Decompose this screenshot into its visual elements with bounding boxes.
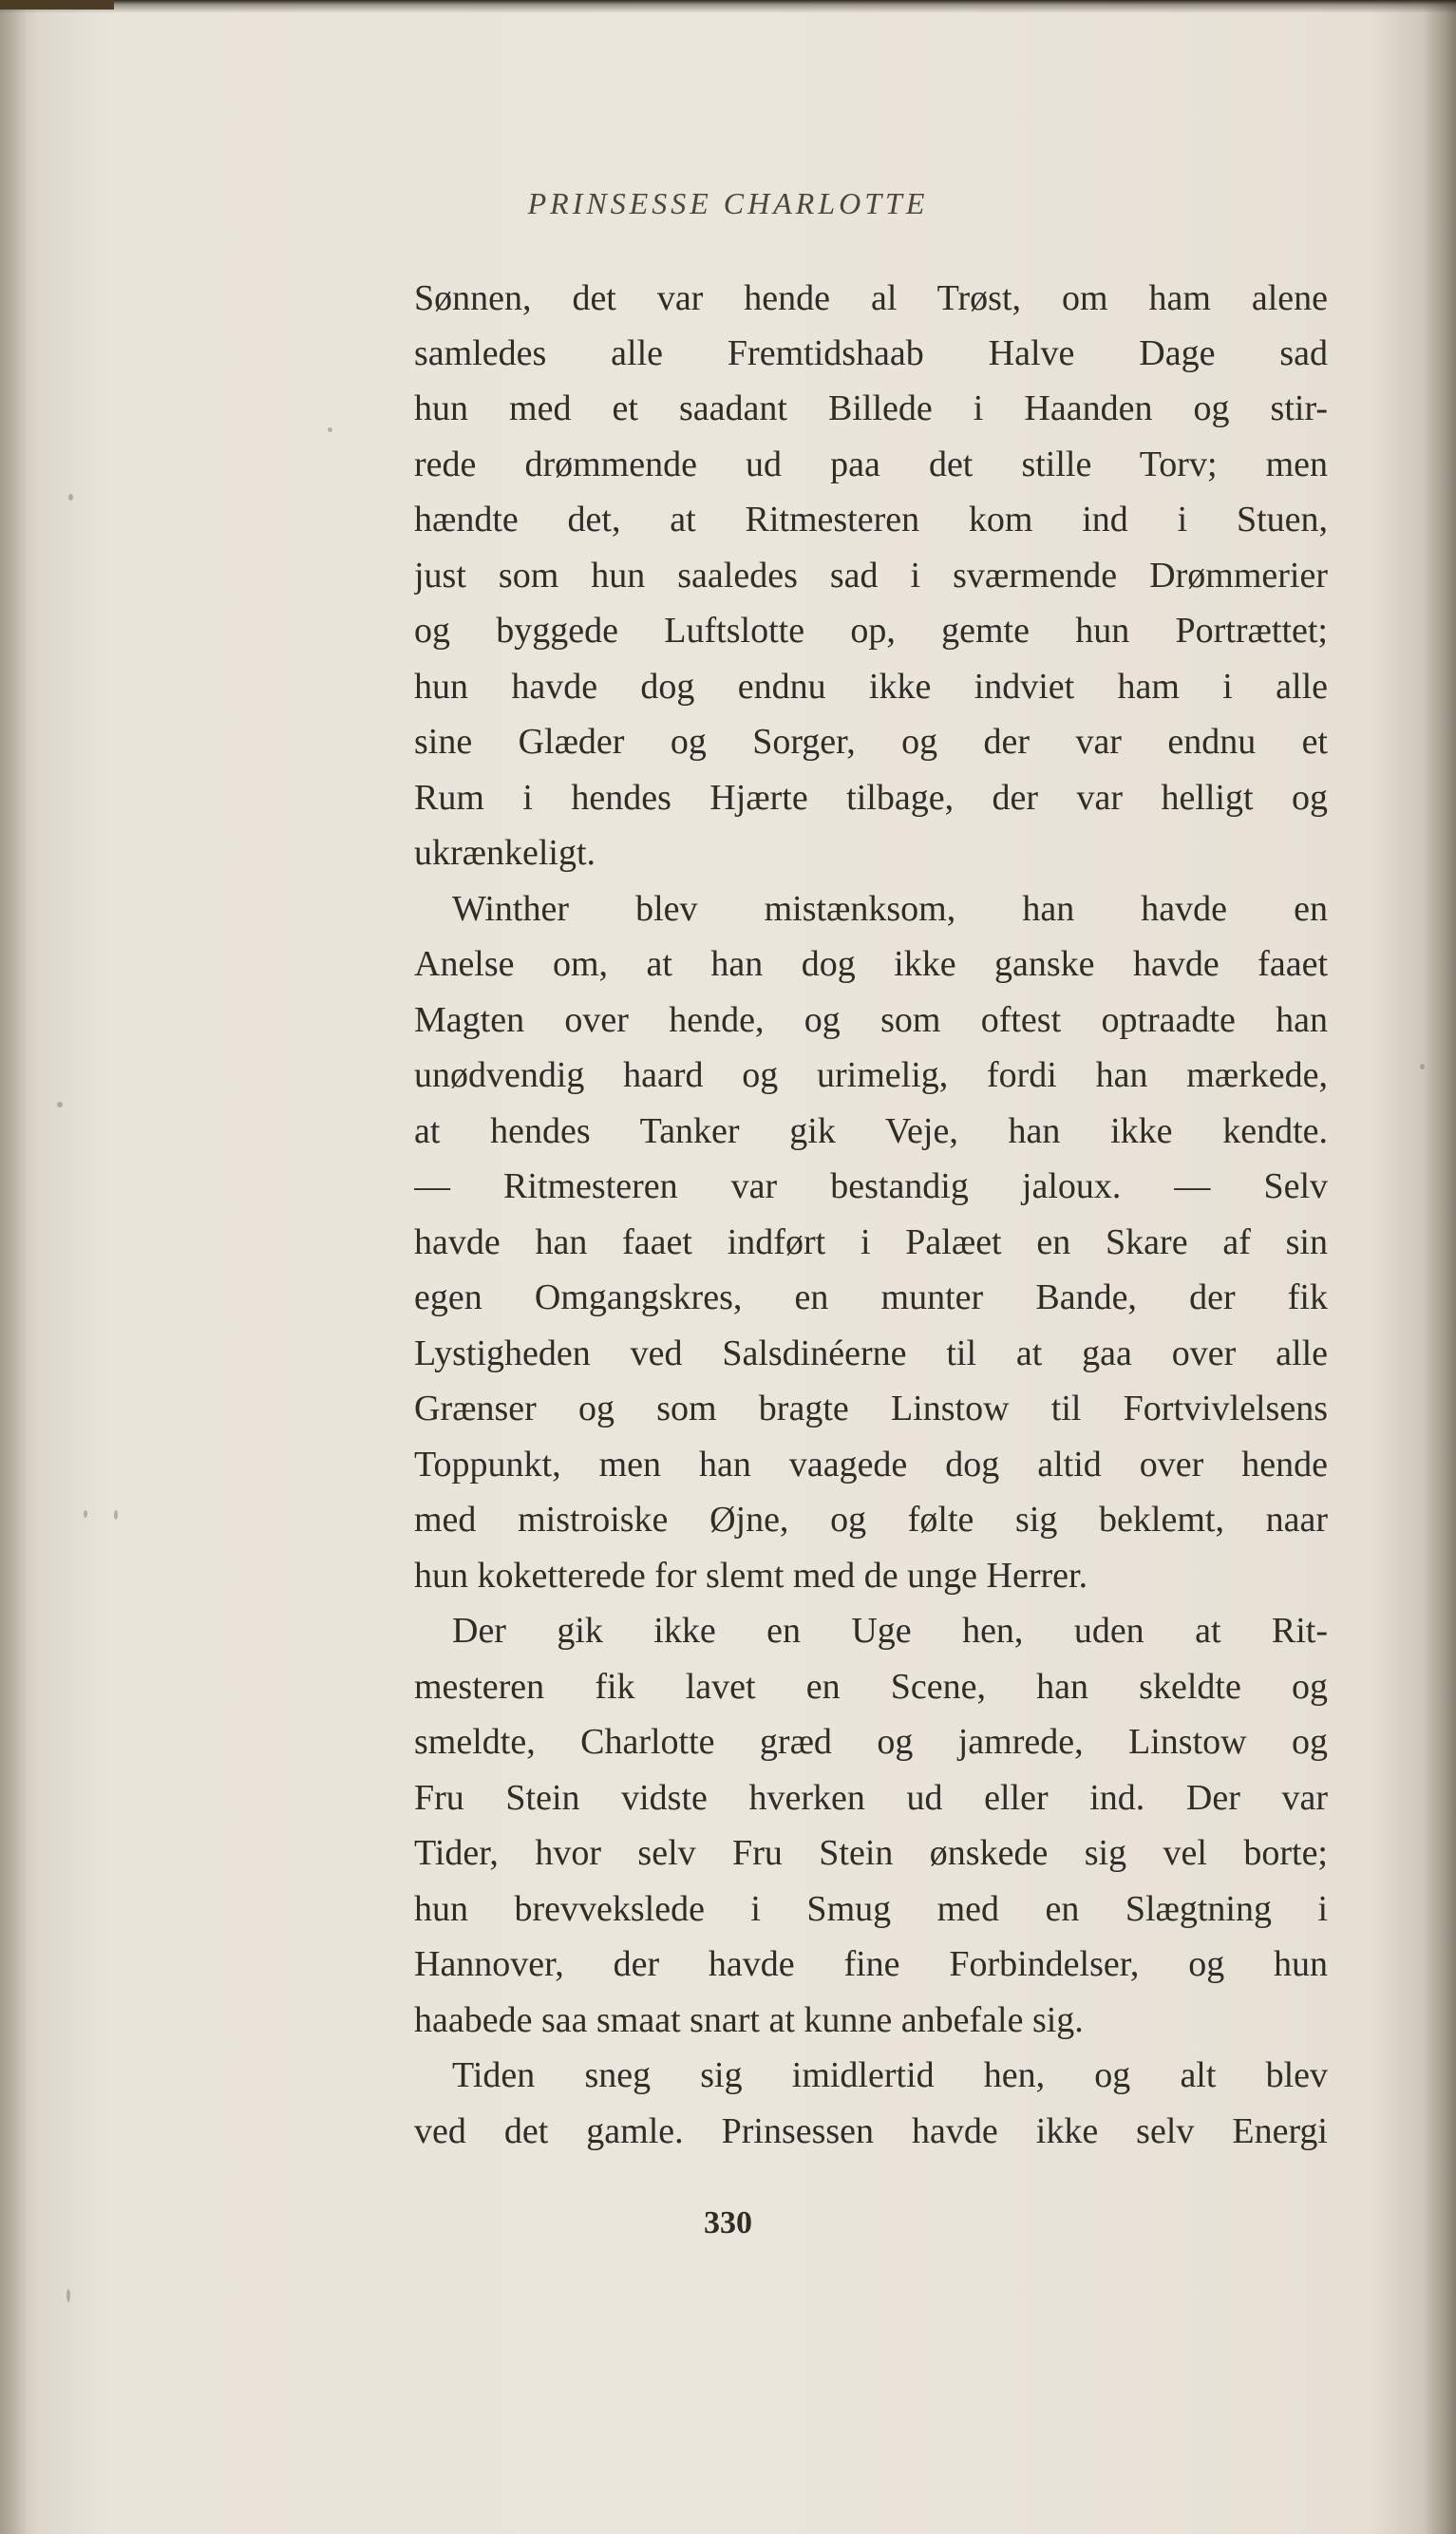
paragraph-first-line: Tiden sneg sig imidlertid hen, og alt blev <box>452 2055 1328 2095</box>
running-head: PRINSESSE CHARLOTTE <box>527 186 929 220</box>
text-line: haabede saa smaat snart at kunne anbefale sig. <box>414 2000 1084 2040</box>
text-line: og byggede Luftslotte op, gemte hun Portrættet; <box>414 611 1328 651</box>
text-line: med mistroiske Øjne, og følte sig beklemt, naar <box>414 1500 1328 1540</box>
text-line: hændte det, at Ritmesteren kom ind i Stuen, <box>414 500 1328 539</box>
text-line: Grænser og som bragte Linstow til Fortvivlelsens <box>414 1389 1328 1428</box>
page-gutter-shadow <box>0 0 27 2534</box>
paper-speck <box>84 1510 87 1518</box>
text-line: samledes alle Fremtidshaab Halve Dage sad <box>414 333 1328 373</box>
text-line: Toppunkt, men han vaagede dog altid over hende <box>414 1445 1328 1484</box>
text-line: Rum i hendes Hjærte tilbage, der var helligt og <box>414 778 1328 818</box>
text-line: ved det gamle. Prinsessen havde ikke selv Energi <box>414 2111 1328 2151</box>
text-line: ukrænkeligt. <box>414 833 596 873</box>
page-number: 330 <box>704 2205 752 2241</box>
text-line: Lystigheden ved Salsdinéerne til at gaa over alle <box>414 1333 1328 1373</box>
text-line: Hannover, der havde fine Forbindelser, og hun <box>414 1944 1328 1984</box>
page-edge-shadow <box>1424 0 1456 2534</box>
paragraph-first-line: Der gik ikke en Uge hen, uden at Rit- <box>452 1611 1328 1651</box>
page-top-shadow <box>0 0 1456 13</box>
text-line: Fru Stein vidste hverken ud eller ind. Der var <box>414 1778 1328 1818</box>
text-line: hun med et saadant Billede i Haanden og stir- <box>414 388 1328 428</box>
text-line: havde han faaet indført i Palæet en Skare af sin <box>414 1222 1328 1262</box>
text-line: Anelse om, at han dog ikke ganske havde faaet <box>414 944 1328 984</box>
paper-speck <box>66 2289 70 2302</box>
text-line: Tider, hvor selv Fru Stein ønskede sig vel borte; <box>414 1833 1328 1873</box>
text-line: hun havde dog endnu ikke indviet ham i alle <box>414 667 1328 707</box>
paper-speck <box>68 494 73 501</box>
text-line: rede drømmende ud paa det stille Torv; men <box>414 444 1328 484</box>
paper-speck <box>114 1510 118 1520</box>
text-line: mesteren fik lavet en Scene, han skeldte og <box>414 1667 1328 1707</box>
text-line: hun koketterede for slemt med de unge Herrer. <box>414 1556 1088 1596</box>
text-line: at hendes Tanker gik Veje, han ikke kendte. <box>414 1111 1328 1151</box>
text-line: just som hun saaledes sad i sværmende Drømmerier <box>414 556 1328 596</box>
text-line: hun brevvekslede i Smug med en Slægtning i <box>414 1889 1328 1929</box>
text-line: sine Glæder og Sorger, og der var endnu et <box>414 722 1328 762</box>
text-line: smeldte, Charlotte græd og jamrede, Linstow og <box>414 1722 1328 1762</box>
paper-speck <box>328 427 332 432</box>
paragraph-first-line: Winther blev mistænksom, han havde en <box>452 889 1328 929</box>
text-line: Sønnen, det var hende al Trøst, om ham alene <box>414 278 1328 318</box>
text-line: unødvendig haard og urimelig, fordi han mærkede, <box>414 1055 1328 1095</box>
text-line: — Ritmesteren var bestandig jaloux. — Selv <box>414 1166 1328 1206</box>
paper-speck <box>57 1102 63 1107</box>
text-line: egen Omgangskres, en munter Bande, der fik <box>414 1277 1328 1317</box>
text-line: Magten over hende, og som oftest optraadte han <box>414 1000 1328 1040</box>
paper-speck <box>1420 1064 1425 1069</box>
scan-corner-mark <box>0 0 114 9</box>
